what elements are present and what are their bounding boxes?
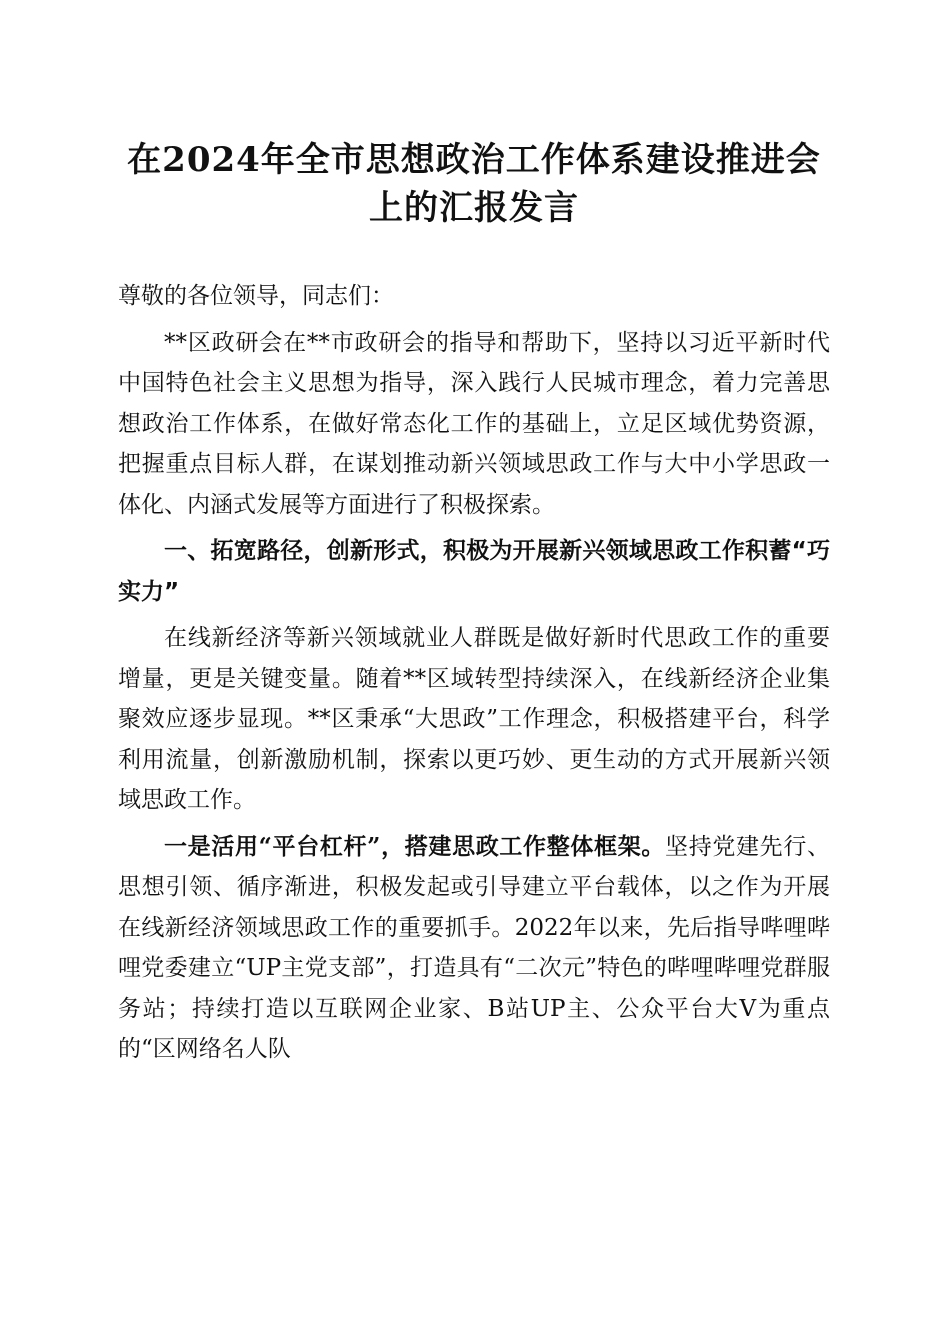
salutation: 尊敬的各位领导，同志们：: [118, 283, 394, 309]
intro-paragraph: **区政研会在**市政研会的指导和帮助下，坚持以习近平新时代中国特色社会主义思想为指导，深入践行人民城市理念，着力完善思想政治工作体系，在做好常态化工作的基础上，立足区域优势资源，把握重点目标人群，在谋划推动新兴领域思政工作与大中小学思政一体化、内涵式发展等方面进行了积极探索。: [118, 329, 830, 518]
document-body: [118, 276, 830, 1070]
title-line-1: 在2024年全市思想政治工作体系建设推进会: [127, 140, 821, 180]
document-page: [118, 136, 830, 1070]
document-title: [118, 136, 830, 232]
point-1-lead: 一是活用“平台杠杆”，搭建思政工作整体框架。: [164, 832, 666, 860]
section-1-intro-paragraph: 在线新经济等新兴领域就业人群既是做好新时代思政工作的重要增量，更是关键变量。随着**区域转型持续深入，在线新经济企业集聚效应逐步显现。**区秉承“大思政”工作理念，积极搭建平台，科学利用流量，创新激励机制，探索以更巧妙、更生动的方式开展新兴领域思政工作。: [118, 625, 830, 813]
point-1-paragraph: [118, 827, 830, 1070]
title-line-2: 上的汇报发言: [369, 188, 579, 228]
point-1-body: 坚持党建先行、思想引领、循序渐进，积极发起或引导建立平台载体，以之作为开展在线新经济领域思政工作的重要抓手。2022年以来，先后指导哔哩哔哩党委建立“UP主党支部”，打造具有“二次元”特色的哔哩哔哩党群服务站；持续打造以互联网企业家、B站UP主、公众平台大V为重点的“区网络名人队: [118, 833, 831, 1062]
section-heading-1: 一、拓宽路径，创新形式，积极为开展新兴领域思政工作积蓄“巧实力”: [118, 538, 830, 605]
